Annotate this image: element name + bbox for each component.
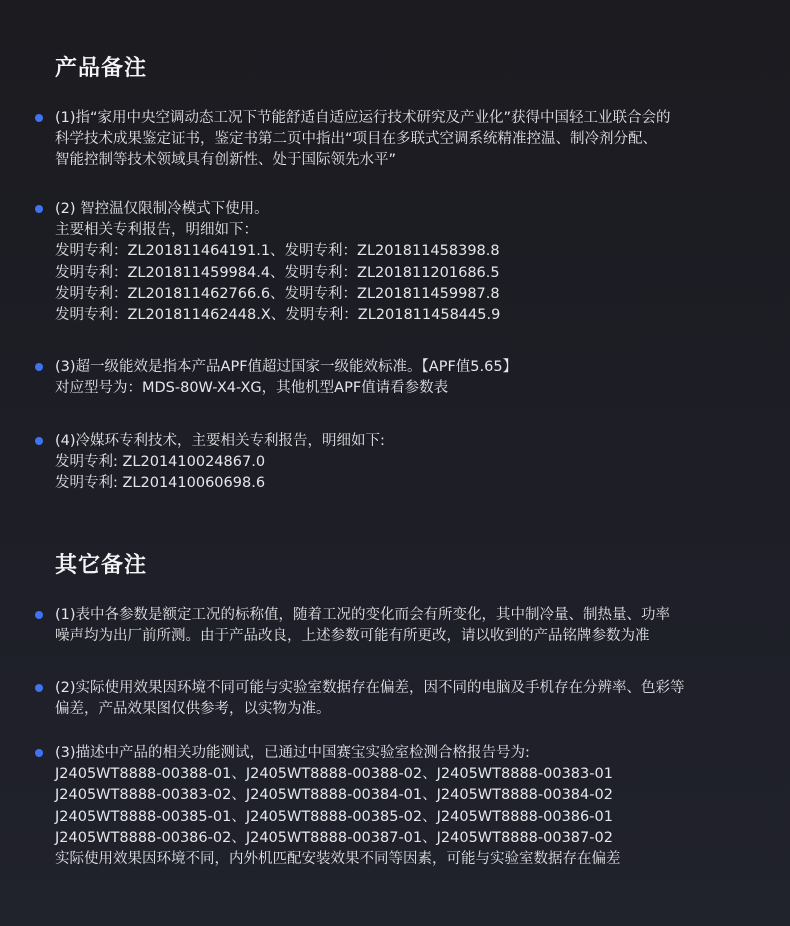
note-line: 发明专利: ZL201410060698.6 [55, 475, 266, 492]
bullet-dot-icon [35, 363, 43, 371]
note-item [55, 678, 755, 720]
note-line: J2405WT8888-00383-02、J2405WT8888-00384-01、J2405WT8888-00384-02 [55, 787, 613, 804]
bullet-dot-icon [35, 684, 43, 692]
note-line: 偏差，产品效果图仅供参考，以实物为准。 [55, 701, 331, 718]
note-line: 发明专利: ZL201410024867.0 [55, 454, 266, 471]
note-line: (1)表中各参数是额定工况的标称值，随着工况的变化而会有所变化，其中制冷量、制热量、功率 [55, 607, 671, 623]
note-line: J2405WT8888-00388-01、J2405WT8888-00388-02、J2405WT8888-00383-01 [55, 766, 613, 783]
note-line: (1)指“家用中央空调动态工况下节能舒适自适应运行技术研究及产业化”获得中国轻工业联合会的 [55, 110, 671, 126]
note-line: 对应型号为：MDS-80W-X4-XG，其他机型APF值请看参数表 [55, 380, 449, 397]
note-line: J2405WT8888-00385-01、J2405WT8888-00385-02、J2405WT8888-00386-01 [55, 808, 613, 825]
note-line: (3)描述中产品的相关功能测试，已通过中国赛宝实验室检测合格报告号为: [55, 745, 530, 761]
bullet-dot-icon [35, 611, 43, 619]
note-item [55, 108, 755, 172]
note-line: 发明专利：ZL201811462448.X、发明专利：ZL201811458445.9 [55, 307, 501, 324]
section-title: 其它备注 [55, 553, 148, 578]
note-line: (4)冷媒环专利技术，主要相关专利报告，明细如下: [55, 433, 385, 449]
note-item [55, 199, 755, 326]
note-item [55, 743, 755, 870]
bullet-dot-icon [35, 205, 43, 213]
note-line: J2405WT8888-00386-02、J2405WT8888-00387-01、J2405WT8888-00387-02 [55, 829, 613, 846]
note-line: 智能控制等技术领域具有创新性、处于国际领先水平” [55, 152, 397, 169]
note-line: (3)超一级能效是指本产品APF值超过国家一级能效标准。【APF值5.65】 [55, 359, 518, 375]
note-item [55, 431, 755, 495]
note-line: 发明专利：ZL201811464191.1、发明专利：ZL201811458398.8 [55, 243, 500, 260]
note-line: (2)实际使用效果因环境不同可能与实验室数据存在偏差，因不同的电脑及手机存在分辨率、色彩等 [55, 680, 685, 696]
note-line: 科学技术成果鉴定证书，鉴定书第二页中指出“项目在多联式空调系统精准控温、制冷剂分配、 [55, 131, 658, 148]
note-line: 噪声均为出厂前所测。由于产品改良，上述参数可能有所更改，请以收到的产品铭牌参数为准 [55, 628, 650, 645]
note-line: (2) 智控温仅限制冷模式下使用。 [55, 201, 269, 217]
note-item [55, 605, 755, 647]
note-line: 发明专利：ZL201811459984.4、发明专利：ZL201811201686.5 [55, 264, 500, 281]
bullet-dot-icon [35, 749, 43, 757]
note-item [55, 357, 755, 399]
section-title: 产品备注 [55, 56, 148, 81]
bullet-dot-icon [35, 437, 43, 445]
note-line: 发明专利：ZL201811462766.6、发明专利：ZL201811459987.8 [55, 285, 500, 302]
note-line: 实际使用效果因环境不同，内外机匹配安装效果不同等因素，可能与实验室数据存在偏差 [55, 851, 621, 868]
note-line: 主要相关专利报告，明细如下： [55, 222, 258, 239]
bullet-dot-icon [35, 114, 43, 122]
